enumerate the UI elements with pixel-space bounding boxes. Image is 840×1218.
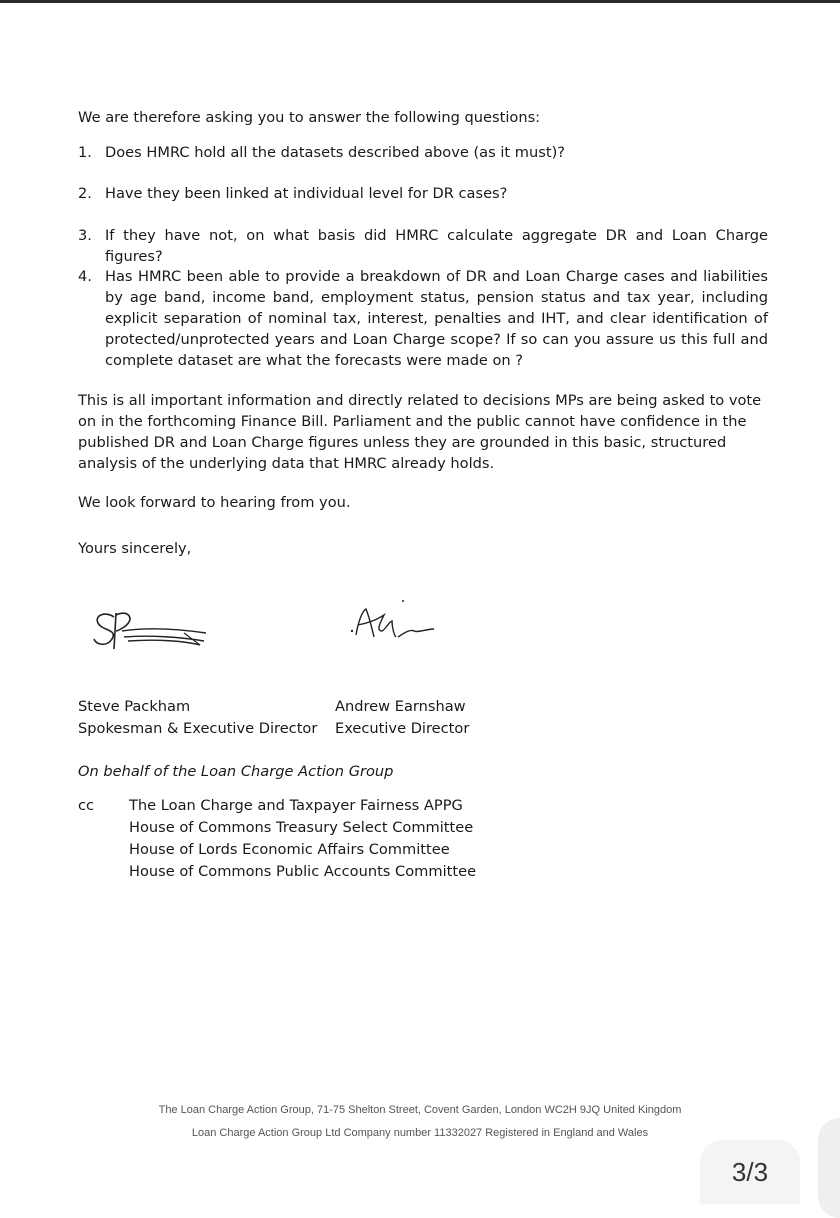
- question-text: Has HMRC been able to provide a breakdown of DR and Loan Charge cases and liabilities by age band, income band, employment status, pension status and tax year, including explicit separation of nominal tax, interest, penalties and IHT, and clear identification of protected/unprotected years and Loan Charge scope? If so can you assure us this full and complete dataset are what the forecasts were made on ?: [105, 268, 768, 369]
- on-behalf-text: On behalf of the Loan Charge Action Group: [78, 763, 394, 780]
- question-3: [78, 225, 768, 267]
- viewer-edge-handle[interactable]: [818, 1118, 840, 1218]
- question-number: 1.: [78, 144, 92, 161]
- closing-paragraph: This is all important information and directly related to decisions MPs are being asked to vote on in the forthcoming Finance Bill. Parliament and the public cannot have confidence in the published DR and Loan Charge figures unless they are grounded in this basic, structured analysis of the underlying data that HMRC already holds.: [78, 392, 762, 472]
- footer-address: The Loan Charge Action Group, 71-75 Shelton Street, Covent Garden, London WC2H 9JQ United Kingdom: [158, 1104, 682, 1116]
- cc-list: [129, 795, 476, 883]
- signature-steve-packham: [88, 605, 208, 655]
- cc-recipient: House of Commons Public Accounts Committee: [129, 863, 477, 880]
- cc-recipient: House of Lords Economic Affairs Committee: [129, 841, 450, 858]
- intro-text: We are therefore asking you to answer the following questions:: [78, 109, 541, 126]
- cc-recipient: House of Commons Treasury Select Committee: [129, 819, 474, 836]
- question-1: [78, 142, 768, 163]
- question-number: 3.: [78, 227, 92, 244]
- signatory-title: Executive Director: [335, 720, 470, 737]
- signatory-steve-packham: [78, 696, 317, 740]
- question-number: 4.: [78, 268, 92, 285]
- cc-label: cc: [78, 797, 95, 814]
- sign-off: Yours sincerely,: [78, 540, 192, 557]
- signatory-name: Steve Packham: [78, 698, 191, 715]
- signature-andrew-earnshaw: [348, 595, 438, 645]
- question-text: If they have not, on what basis did HMRC calculate aggregate DR and Loan Charge figures?: [105, 227, 768, 265]
- signatory-title: Spokesman & Executive Director: [78, 720, 318, 737]
- footer-company-info: Loan Charge Action Group Ltd Company number 11332027 Registered in England and Wales: [191, 1127, 649, 1139]
- question-text: Does HMRC hold all the datasets described above (as it must)?: [105, 144, 566, 161]
- page-top-border: [0, 0, 840, 3]
- page-indicator: 3/3: [700, 1140, 800, 1204]
- question-number: 2.: [78, 185, 92, 202]
- question-4: [78, 266, 768, 371]
- look-forward-text: We look forward to hearing from you.: [78, 494, 351, 511]
- signatory-name: Andrew Earnshaw: [335, 698, 466, 715]
- signatory-andrew-earnshaw: [335, 696, 469, 740]
- question-text: Have they been linked at individual level for DR cases?: [105, 185, 508, 202]
- question-2: [78, 183, 768, 204]
- cc-recipient: The Loan Charge and Taxpayer Fairness APPG: [129, 797, 463, 814]
